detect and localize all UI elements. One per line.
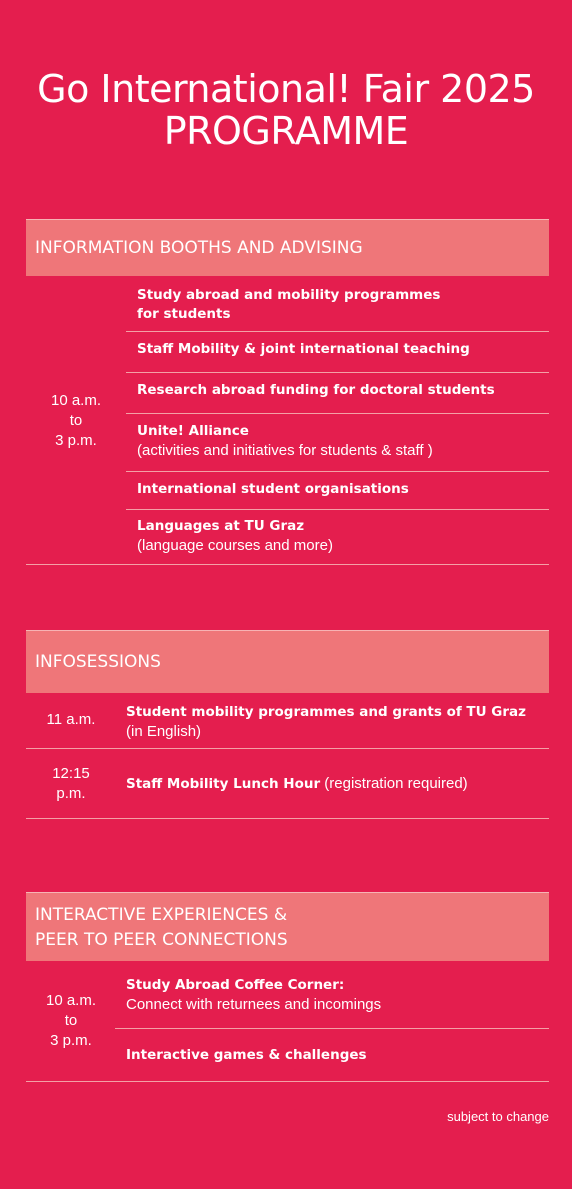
- divider: [26, 748, 549, 749]
- section-header-infosessions: [26, 630, 549, 693]
- session-title: Student mobility programmes and grants of TU Graz: [126, 704, 527, 720]
- section-bottom-rule: [26, 564, 549, 565]
- divider: [126, 471, 549, 472]
- divider: [115, 1028, 549, 1029]
- item-title: Study abroad and mobility programmes: [137, 287, 441, 303]
- section-heading: INFOSESSIONS: [35, 652, 161, 672]
- list-item: [137, 340, 470, 359]
- time-end: 3 p.m.: [55, 432, 97, 449]
- divider: [126, 509, 549, 510]
- time-end: 3 p.m.: [50, 1032, 92, 1049]
- list-item: [126, 1046, 367, 1065]
- item-title: Research abroad funding for doctoral students: [137, 382, 495, 398]
- item-title: Interactive games & challenges: [126, 1047, 367, 1063]
- section-header-interactive: [26, 892, 549, 961]
- footer-note: subject to change: [447, 1109, 549, 1124]
- item-description: (language courses and more): [137, 537, 333, 554]
- time-range: [36, 391, 116, 451]
- list-item: [137, 422, 433, 460]
- item-title: Study Abroad Coffee Corner:: [126, 977, 345, 993]
- time-to: to: [64, 1012, 78, 1029]
- session-language: (in English): [126, 723, 202, 740]
- time-start: 12:15: [52, 765, 90, 782]
- list-item: [137, 480, 409, 499]
- time-start: 11 a.m.: [46, 711, 96, 728]
- item-title: Staff Mobility & joint international teaching: [137, 341, 470, 357]
- divider: [126, 331, 549, 332]
- item-title: International student organisations: [137, 481, 409, 497]
- section-heading-line-2: PEER TO PEER CONNECTIONS: [35, 930, 288, 950]
- divider: [126, 372, 549, 373]
- list-item: [137, 286, 440, 324]
- item-title: Unite! Alliance: [137, 423, 249, 439]
- session-time: [31, 710, 111, 730]
- divider: [126, 413, 549, 414]
- list-item: [137, 517, 333, 555]
- item-title: Languages at TU Graz: [137, 518, 305, 534]
- list-item: [137, 381, 495, 400]
- session-note: (registration required): [320, 775, 468, 792]
- time-start: 10 a.m.: [50, 392, 102, 409]
- section-heading: INFORMATION BOOTHS AND ADVISING: [35, 238, 363, 258]
- section-bottom-rule: [26, 1081, 549, 1082]
- item-description: Connect with returnees and incomings: [126, 996, 382, 1013]
- section-heading-line-1: INTERACTIVE EXPERIENCES &: [35, 905, 288, 925]
- session-time: [31, 764, 111, 804]
- list-item: [126, 976, 381, 1014]
- section-header-information-booths: [26, 219, 549, 276]
- time-to: to: [69, 412, 83, 429]
- item-title-cont: for students: [137, 306, 231, 322]
- item-description: (activities and initiatives for students & staff ): [137, 442, 433, 459]
- title-line-1: Go International! Fair 2025: [37, 67, 535, 111]
- page-title: [0, 68, 572, 152]
- time-range: [31, 991, 111, 1051]
- session-row: [126, 774, 468, 794]
- title-line-2: PROGRAMME: [163, 109, 409, 153]
- session-title: Staff Mobility Lunch Hour: [126, 776, 321, 792]
- section-bottom-rule: [26, 818, 549, 819]
- time-suffix: p.m.: [56, 785, 86, 802]
- time-start: 10 a.m.: [45, 992, 97, 1009]
- session-row: [126, 703, 526, 741]
